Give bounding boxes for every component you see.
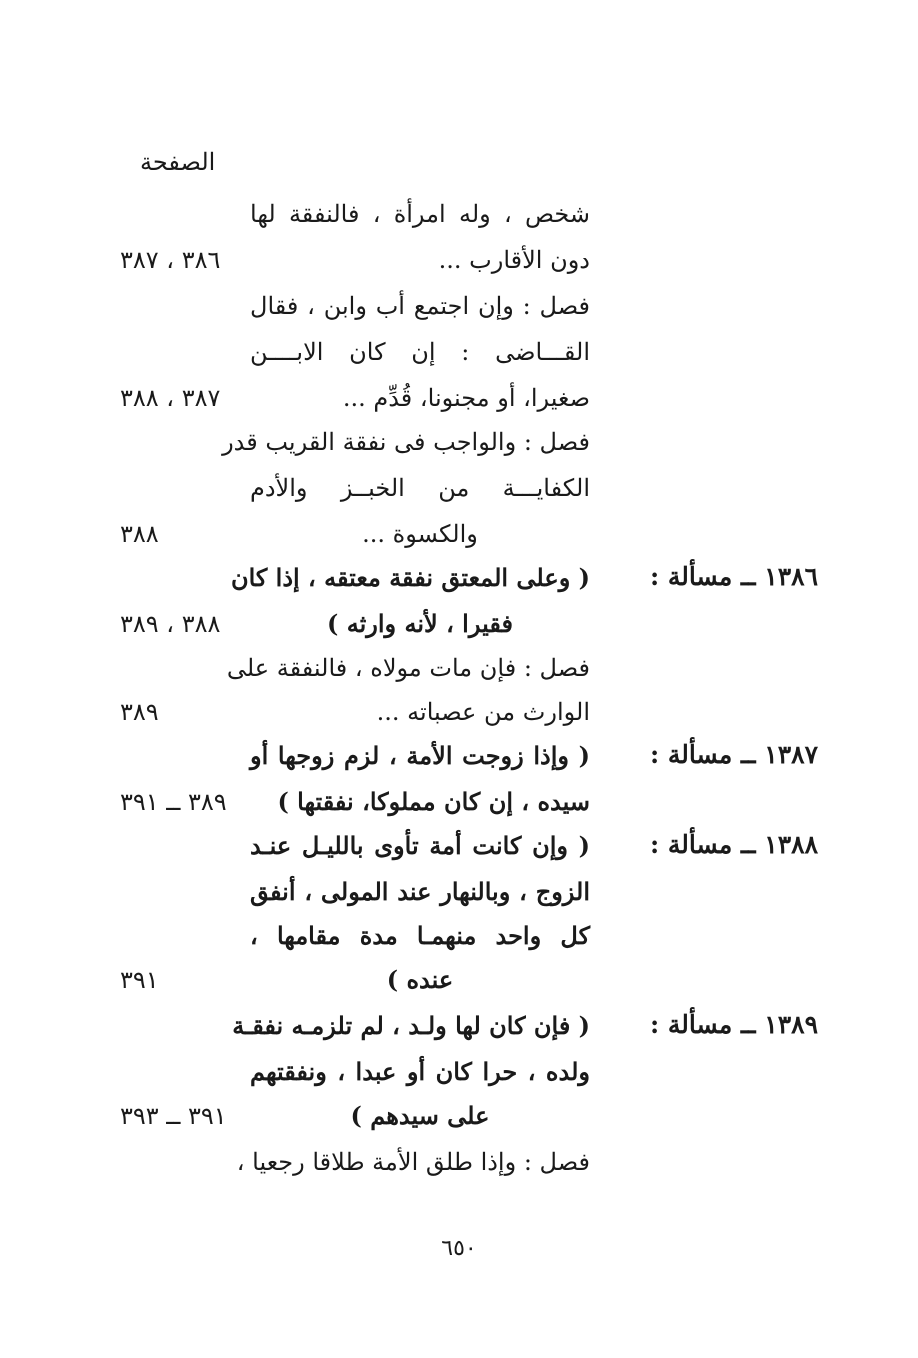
page-reference: ٣٨٨ ، ٣٨٩ <box>120 610 221 638</box>
entry-text: فصل : وإذا طلق الأمة طلاقا رجعيا ، <box>236 1148 590 1176</box>
index-entry <box>0 1004 918 1048</box>
entry-text: فصل : وإن اجتمع أب وابن ، فقال <box>250 292 590 320</box>
index-entry <box>0 192 918 236</box>
index-entry <box>0 914 918 958</box>
entry-text: القـــاضى : إن كان الابــــن <box>250 338 590 366</box>
index-entry <box>0 646 918 690</box>
index-entry <box>0 420 918 464</box>
issue-number-label: ١٣٨٧ ــ مسألة : <box>649 740 818 769</box>
entry-text: دون الأقارب ... <box>438 246 590 274</box>
index-entry <box>0 512 918 556</box>
entry-text: ( وإن كانت أمة تأوى بالليـل عنـد <box>250 831 590 860</box>
entry-text: ( فإن كان لها ولـد ، لم تلزمـه نفقـة <box>232 1011 590 1040</box>
entry-text: كل واحد منهمـا مدة مقامها ، <box>250 921 590 950</box>
issue-number-label: ١٣٨٩ ــ مسألة : <box>649 1010 818 1039</box>
index-entry <box>0 1140 918 1184</box>
entry-text: الوارث من عصباته ... <box>376 698 590 726</box>
page-reference: ٣٨٧ ، ٣٨٨ <box>120 384 221 412</box>
page-reference: ٣٨٩ <box>120 698 159 726</box>
entry-text: فقيرا ، لأنه وارثه ) <box>327 609 513 638</box>
issue-number-label: ١٣٨٦ ــ مسألة : <box>649 562 818 591</box>
index-entry <box>0 1094 918 1138</box>
page-number: ٦٥٠ <box>441 1236 477 1261</box>
entry-text: على سيدهم ) <box>350 1101 490 1130</box>
page-reference: ٣٨٩ ــ ٣٩١ <box>120 788 227 816</box>
index-entry <box>0 958 918 1002</box>
entry-text: ( وعلى المعتق نفقة معتقه ، إذا كان <box>230 563 590 592</box>
entry-text: عنده ) <box>386 965 454 994</box>
index-entry <box>0 556 918 600</box>
index-entry <box>0 1050 918 1094</box>
issue-number-label: ١٣٨٨ ــ مسألة : <box>649 830 818 859</box>
entry-text: فصل : فإن مات مولاه ، فالنفقة على <box>226 654 590 682</box>
page-reference: ٣٩١ <box>120 966 159 994</box>
index-entry <box>0 376 918 420</box>
entry-text: شخص ، وله امرأة ، فالنفقة لها <box>250 200 590 228</box>
index-entry <box>0 690 918 734</box>
page-reference: ٣٨٨ <box>120 520 159 548</box>
index-entry <box>0 824 918 868</box>
entry-text: ولده ، حرا كان أو عبدا ، ونفقتهم <box>250 1057 590 1086</box>
index-entry <box>0 734 918 778</box>
index-entry <box>0 780 918 824</box>
index-entry <box>0 238 918 282</box>
entry-text: والكسوة ... <box>362 520 478 548</box>
index-entry <box>0 466 918 510</box>
index-entry <box>0 284 918 328</box>
page-reference: ٣٨٦ ، ٣٨٧ <box>120 246 221 274</box>
entry-text: ( وإذا زوجت الأمة ، لزم زوجها أو <box>250 741 590 770</box>
index-entry <box>0 870 918 914</box>
entry-text: سيده ، إن كان مملوكا، نفقتها ) <box>277 787 590 816</box>
entry-text: فصل : والواجب فى نفقة القريب قدر <box>222 428 590 456</box>
index-entry <box>0 602 918 646</box>
entry-text: الزوج ، وبالنهار عند المولى ، أنفق <box>250 877 590 906</box>
entry-text: صغيرا، أو مجنونا، قُدِّم ... <box>342 384 590 412</box>
page-column-header: الصفحة <box>140 148 216 176</box>
index-entry <box>0 330 918 374</box>
entry-text: الكفايـــة من الخبــز والأدم <box>250 474 590 502</box>
page-reference: ٣٩١ ــ ٣٩٣ <box>120 1102 227 1130</box>
